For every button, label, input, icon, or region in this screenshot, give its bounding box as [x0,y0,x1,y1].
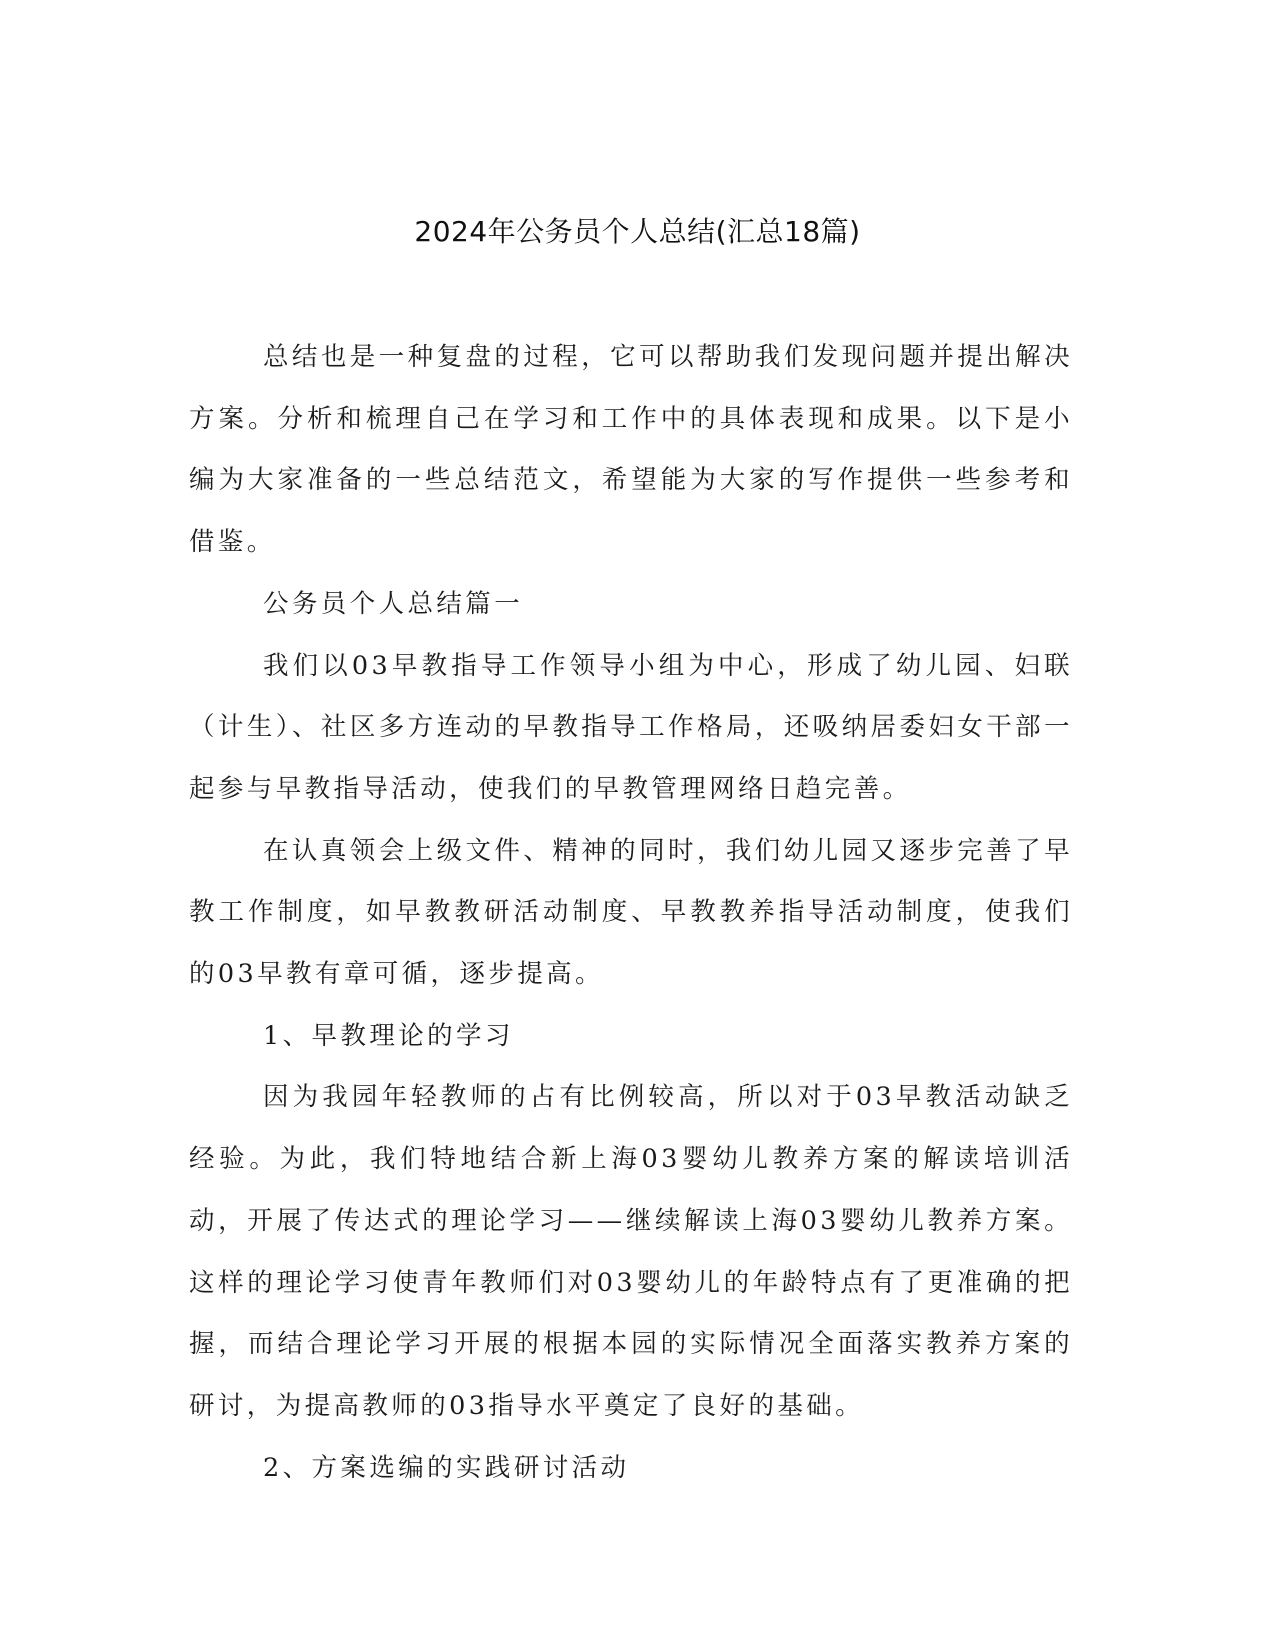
document-title: 2024年公务员个人总结(汇总18篇) [414,215,861,248]
subsection-heading: 1、早教理论的学习 [263,1020,514,1051]
subsection-heading: 2、方案选编的实践研讨活动 [263,1452,630,1483]
intro-paragraph: 总结也是一种复盘的过程，它可以帮助我们发现问题并提出解决方案。分析和梳理自己在学习和工作中的具体表现和成果。以下是小编为大家准备的一些总结范文，希望能为大家的写作提供一些参考和借鉴。 [189,342,1073,558]
body-paragraph: 因为我园年轻教师的占有比例较高，所以对于03早教活动缺乏经验。为此，我们特地结合新上海03婴幼儿教养方案的解读培训活动，开展了传达式的理论学习——继续解读上海03婴幼儿教养方案。这样的理论学习使青年教师们对03婴幼儿的年龄特点有了更准确的把握，而结合理论学习开展的根据本园的实际情况全面落实教养方案的研讨，为提高教师的03指导水平奠定了良好的基础。 [189,1082,1073,1421]
body-paragraph: 我们以03早教指导工作领导小组为中心，形成了幼儿园、妇联（计生）、社区多方连动的早教指导工作格局，还吸纳居委妇女干部一起参与早教指导活动，使我们的早教管理网络日趋完善。 [189,650,1073,804]
body-paragraph: 在认真领会上级文件、精神的同时，我们幼儿园又逐步完善了早教工作制度，如早教教研活动制度、早教教养指导活动制度，使我们的03早教有章可循，逐步提高。 [189,835,1073,990]
section-heading: 公务员个人总结篇一 [263,588,524,619]
document-body [189,327,1073,1499]
